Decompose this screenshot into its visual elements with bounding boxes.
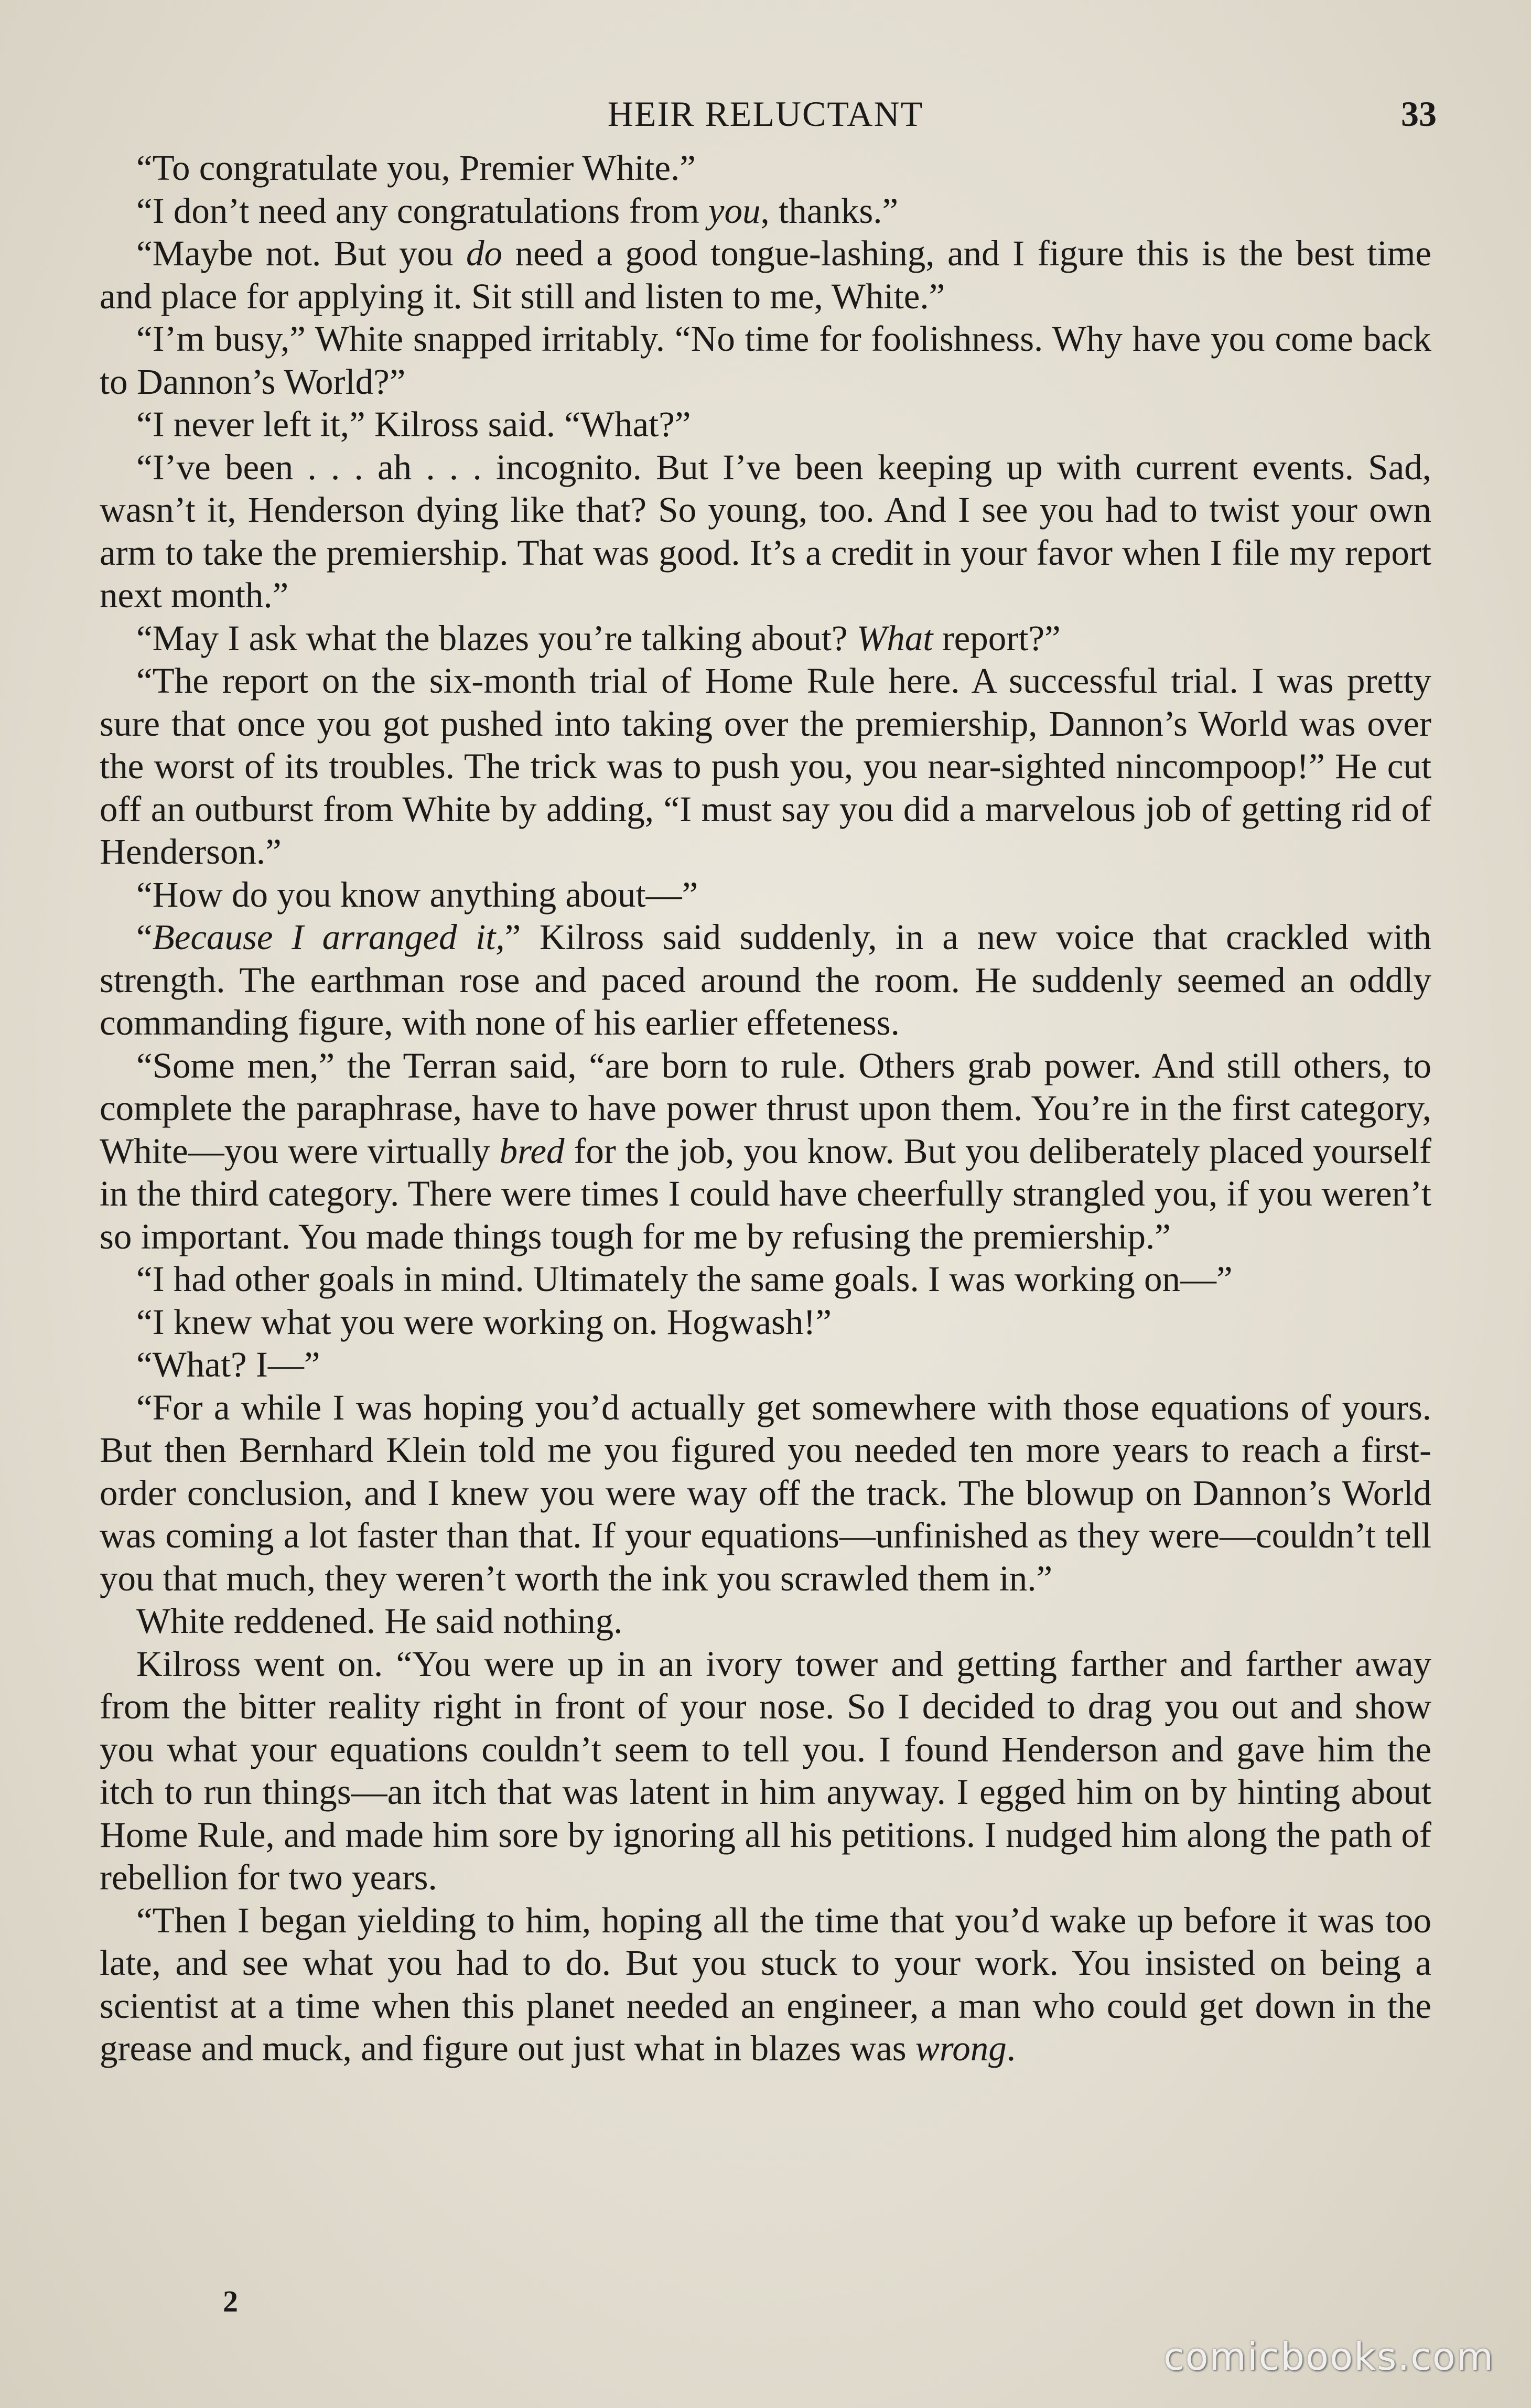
text-run: , thanks.” [760, 190, 899, 231]
text-run: “I don’t need any congratulations from [136, 190, 708, 231]
paragraph [100, 916, 1431, 1045]
body-text [100, 147, 1431, 2070]
paragraph [100, 1643, 1431, 1899]
watermark: comicbooks.com [1163, 2335, 1494, 2379]
text-run: “I knew what you were working on. Hogwash!” [136, 1302, 832, 1342]
text-run: White reddened. He said nothing. [136, 1601, 623, 1641]
text-run: “The report on the six-month trial of Home Rule here. A successful trial. I was pretty sure that once you got pushed into taking over the premiership, Dannon’s World was over the worst of its troubles. The trick was to push you, you near-sighted nincompoop!” He cut off an outburst from White by adding, “I must say you did a marvelous job of getting rid of Henderson.” [100, 661, 1431, 872]
book-page [100, 89, 1437, 2070]
text-run: “I had other goals in mind. Ultimately the same goals. I was working on—” [136, 1259, 1233, 1299]
text-run: “How do you know anything about—” [136, 874, 698, 915]
text-run: “Then I began yielding to him, hoping all the time that you’d wake up before it was too late, and see what you had to do. But you stuck to your work. You insisted on being a scientist at a time when this planet needed an engineer, a man who could get down in the grease and muck, and figure out just what in blazes was [100, 1900, 1431, 2068]
paragraph [100, 660, 1431, 874]
text-run: Kilross went on. “You were up in an ivory tower and getting farther and farther away from the bitter reality right in front of your nose. So I decided to drag you out and show you what your equations couldn’t seem to tell you. I found Henderson and gave him the itch to run things—an itch that was latent in him anyway. I egged him on by hinting about Home Rule, and made him sore by ignoring all his petitions. I nudged him along the path of rebellion for two years. [100, 1643, 1431, 1897]
text-run: “Maybe not. But you [136, 233, 467, 273]
paragraph [100, 1301, 1431, 1344]
paragraph [100, 1600, 1431, 1643]
paragraph [100, 147, 1431, 190]
paragraph [100, 1899, 1431, 2070]
italic-run: do [466, 233, 503, 273]
text-run: . [1006, 2028, 1016, 2068]
text-run: for the job, you know. But you deliberately placed yourself in the third category. There were times I could have cheerfully strangled you, if you weren’t so important. You made things tough for me by refusing the premiership.” [100, 1131, 1431, 1256]
italic-run: you [708, 190, 761, 231]
text-run: report?” [933, 618, 1061, 658]
paragraph [100, 190, 1431, 233]
paragraph [100, 1258, 1431, 1301]
paragraph [100, 1386, 1431, 1600]
text-run: “I never left it,” Kilross said. “What?” [136, 404, 691, 444]
text-run: “To congratulate you, Premier White.” [136, 148, 696, 188]
paragraph [100, 617, 1431, 660]
italic-run: Because I arranged it, [152, 917, 505, 957]
text-run: “I’m busy,” White snapped irritably. “No time for foolishness. Why have you come back to Dannon’s World?” [100, 319, 1431, 402]
text-run: “ [136, 917, 153, 957]
text-run: ” Kilross said suddenly, in a new voice that crackled with strength. The earthman rose and paced around the room. He suddenly seemed an oddly commanding figure, with none of his earlier effeteness. [100, 917, 1431, 1042]
text-run: need a good tongue-lashing, and I figure this is the best time and place for applying it. Sit still and listen to me, White.” [100, 233, 1432, 316]
text-run: “May I ask what the blazes you’re talking about? [136, 618, 857, 658]
paragraph [100, 232, 1431, 318]
text-run: “Some men,” the Terran said, “are born to rule. Others grab power. And still others, to complete the paraphrase, have to have power thrust upon them. You’re in the first category, White—you were virtually [100, 1045, 1431, 1171]
paragraph [100, 874, 1431, 917]
italic-run: wrong [915, 2028, 1007, 2068]
italic-run: What [856, 618, 933, 658]
running-title: HEIR RELUCTANT [607, 94, 924, 134]
text-run: “What? I—” [136, 1345, 320, 1384]
paragraph [100, 403, 1431, 446]
signature-mark: 2 [223, 2284, 238, 2318]
paragraph [100, 318, 1431, 403]
italic-run: bred [499, 1131, 565, 1171]
paragraph [100, 446, 1431, 617]
page-number: 33 [1401, 94, 1437, 134]
text-run: “For a while I was hoping you’d actually get somewhere with those equations of yours. But then Bernhard Klein told me you figured you needed ten more years to reach a first-order conclusion, and I knew you were way off the track. The blowup on Dannon’s World was coming a lot faster than that. If your equations—unfinished as they were—couldn’t tell you that much, they weren’t worth the ink you scrawled them in.” [100, 1387, 1431, 1598]
running-header [100, 89, 1437, 147]
text-run: “I’ve been . . . ah . . . incognito. But I’ve been keeping up with current events. Sad, wasn’t it, Henderson dying like that? So young, too. And I see you had to twist your own arm to take the premiership. That was good. It’s a credit in your favor when I file my report next month.” [100, 447, 1431, 615]
paragraph [100, 1045, 1431, 1259]
paragraph [100, 1343, 1431, 1386]
